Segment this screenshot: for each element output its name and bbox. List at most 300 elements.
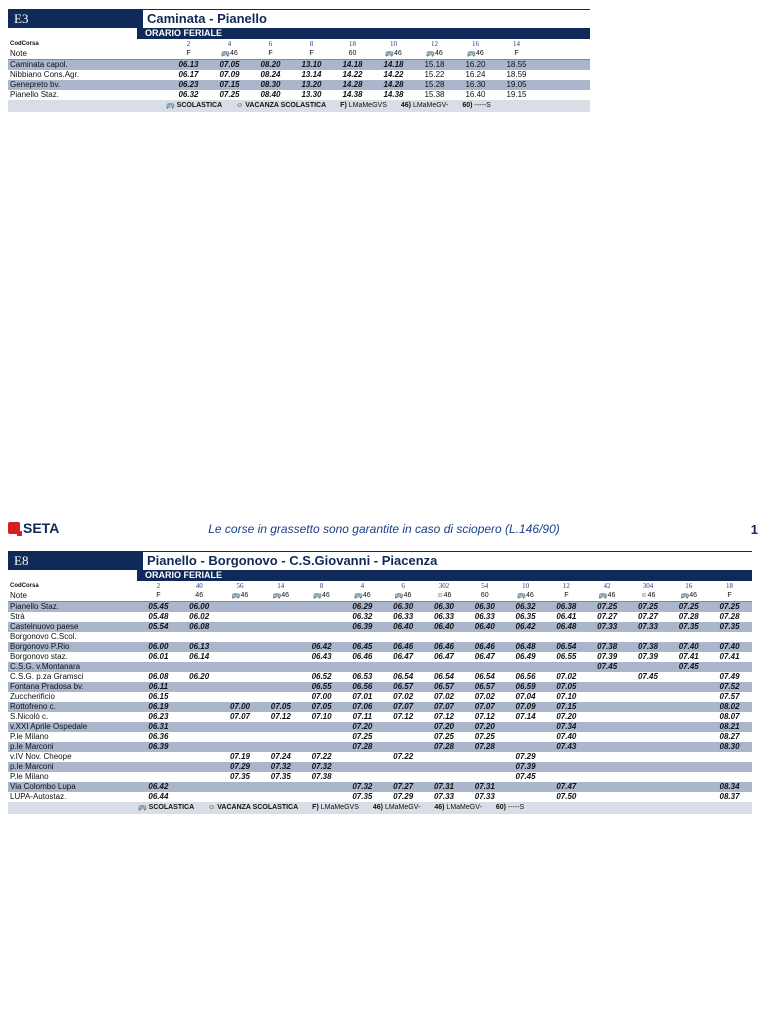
departure-time: 07.24 bbox=[270, 752, 291, 761]
spacer-cell bbox=[537, 39, 590, 49]
departure-time bbox=[464, 772, 505, 782]
departure-time bbox=[220, 602, 261, 613]
timetable-grid bbox=[8, 39, 590, 100]
run-code: 10 bbox=[390, 40, 397, 48]
departure-time: 07.45 bbox=[587, 662, 628, 672]
stop-row bbox=[8, 772, 752, 782]
stop-name: Zuccherificio bbox=[10, 692, 55, 701]
departure-time bbox=[383, 732, 424, 742]
spacer-cell bbox=[750, 752, 752, 762]
departure-time bbox=[342, 752, 383, 762]
departure-time: 07.28 bbox=[464, 742, 505, 752]
departure-time: 08.21 bbox=[709, 722, 750, 732]
departure-time: 07.35 bbox=[270, 772, 291, 781]
legend-item bbox=[462, 102, 490, 109]
departure-time bbox=[260, 782, 301, 792]
departure-time bbox=[668, 782, 709, 792]
departure-time: 07.34 bbox=[546, 722, 587, 732]
departure-time: 06.54 bbox=[393, 672, 414, 681]
departure-time: 06.59 bbox=[505, 682, 546, 692]
departure-time bbox=[628, 702, 669, 712]
line-code: E3 bbox=[8, 10, 143, 28]
departure-time: 07.15 bbox=[209, 80, 250, 90]
departure-time: 07.32 bbox=[301, 762, 342, 772]
departure-time: 07.41 bbox=[719, 652, 740, 661]
departure-time: 07.09 bbox=[505, 702, 546, 712]
departure-time: 07.02 bbox=[556, 672, 577, 681]
run-code: 56 bbox=[236, 582, 244, 590]
run-note: 🚌46 bbox=[455, 49, 496, 60]
legend-symbol: 46) bbox=[434, 804, 445, 811]
departure-time: 14.18 bbox=[373, 60, 414, 71]
departure-time bbox=[301, 622, 342, 632]
departure-time bbox=[628, 772, 669, 782]
run-code: 12 bbox=[562, 582, 570, 590]
spacer-cell bbox=[750, 632, 752, 642]
departure-time: 06.13 bbox=[179, 642, 220, 652]
departure-time bbox=[260, 612, 301, 622]
timetable-grid bbox=[8, 581, 752, 802]
departure-time: 07.12 bbox=[433, 712, 454, 721]
schedule-type: ORARIO FERIALE bbox=[137, 28, 590, 39]
run-note: 🚌46 bbox=[301, 591, 342, 602]
spacer-cell bbox=[537, 90, 590, 100]
departure-time: 06.35 bbox=[515, 612, 536, 621]
departure-time: 06.56 bbox=[342, 682, 383, 692]
legend-text: -----S bbox=[474, 102, 491, 109]
departure-time bbox=[628, 762, 669, 772]
departure-time: 06.44 bbox=[148, 792, 169, 801]
run-code-row bbox=[8, 39, 590, 49]
stop-name: Genepreto bv. bbox=[8, 80, 168, 90]
departure-time bbox=[668, 692, 709, 702]
departure-time: 07.27 bbox=[637, 612, 658, 621]
departure-time bbox=[546, 662, 587, 672]
legend-symbol: F) bbox=[340, 102, 347, 109]
departure-time bbox=[587, 752, 628, 762]
departure-time bbox=[424, 632, 465, 642]
run-note: F bbox=[546, 591, 587, 602]
run-note: F bbox=[291, 49, 332, 60]
departure-time bbox=[383, 722, 424, 732]
line-title: Pianello - Borgonovo - C.S.Giovanni - Piacenza bbox=[147, 553, 438, 568]
run-code: 304 bbox=[642, 582, 654, 590]
departure-time: 06.15 bbox=[148, 692, 169, 701]
timetable-e8 bbox=[8, 551, 752, 814]
departure-time bbox=[628, 662, 669, 672]
stop-row bbox=[8, 712, 752, 722]
departure-time bbox=[301, 722, 342, 732]
departure-time: 06.32 bbox=[505, 602, 546, 613]
departure-time: 14.38 bbox=[383, 90, 404, 99]
departure-time bbox=[546, 762, 587, 772]
departure-time: 07.20 bbox=[424, 722, 465, 732]
departure-time bbox=[342, 762, 383, 772]
departure-time: 06.46 bbox=[464, 642, 505, 652]
stop-row bbox=[8, 762, 752, 772]
departure-time bbox=[179, 662, 220, 672]
stop-name: P.le Milano bbox=[10, 772, 49, 781]
departure-time bbox=[220, 672, 261, 682]
departure-time: 14.18 bbox=[332, 60, 373, 71]
spacer-cell bbox=[750, 692, 752, 702]
departure-time: 08.30 bbox=[250, 80, 291, 90]
departure-time bbox=[709, 772, 750, 782]
departure-time: 06.38 bbox=[546, 602, 587, 613]
run-code: 12 bbox=[431, 40, 438, 48]
note-label: Note bbox=[8, 591, 138, 602]
departure-time bbox=[260, 732, 301, 742]
stop-row bbox=[8, 692, 752, 702]
departure-time: 06.54 bbox=[433, 672, 454, 681]
spacer-cell bbox=[750, 772, 752, 782]
spacer-cell bbox=[750, 652, 752, 662]
departure-time bbox=[587, 722, 628, 732]
run-code: 8 bbox=[309, 40, 314, 48]
departure-time bbox=[464, 662, 505, 672]
departure-time bbox=[628, 792, 669, 802]
run-code: 10 bbox=[522, 582, 530, 590]
departure-time: 06.23 bbox=[168, 80, 209, 90]
departure-time: 06.54 bbox=[474, 672, 495, 681]
run-code: 2 bbox=[186, 40, 191, 48]
departure-time bbox=[505, 792, 546, 802]
note-row bbox=[8, 49, 590, 60]
departure-time: 07.14 bbox=[515, 712, 536, 721]
departure-time: 07.05 bbox=[209, 60, 250, 71]
departure-time bbox=[628, 722, 669, 732]
legend-text: LMaMeGV- bbox=[412, 102, 449, 109]
departure-time bbox=[587, 712, 628, 722]
departure-time: 06.14 bbox=[189, 652, 210, 661]
legend-item bbox=[312, 804, 359, 811]
departure-time bbox=[220, 622, 261, 632]
departure-time: 07.35 bbox=[352, 792, 373, 801]
stop-name: Strà bbox=[10, 612, 25, 621]
legend-item bbox=[373, 804, 420, 811]
departure-time: 13.30 bbox=[301, 90, 322, 99]
departure-time: 07.25 bbox=[668, 602, 709, 613]
departure-time: 07.04 bbox=[515, 692, 536, 701]
departure-time bbox=[301, 732, 342, 742]
departure-time: 07.25 bbox=[628, 602, 669, 613]
departure-time bbox=[424, 762, 465, 772]
departure-time: 07.12 bbox=[270, 712, 291, 721]
departure-time bbox=[260, 672, 301, 682]
departure-time: 07.20 bbox=[556, 712, 577, 721]
run-code: 18 bbox=[726, 582, 734, 590]
departure-time bbox=[424, 772, 465, 782]
departure-time bbox=[546, 632, 587, 642]
departure-time: 06.11 bbox=[138, 682, 179, 692]
stop-row bbox=[8, 752, 752, 762]
departure-time bbox=[301, 632, 342, 642]
legend-text: VACANZA SCOLASTICA bbox=[217, 804, 299, 811]
departure-time bbox=[668, 702, 709, 712]
departure-time: 07.09 bbox=[219, 70, 240, 79]
departure-time bbox=[668, 712, 709, 722]
departure-time: 07.15 bbox=[546, 702, 587, 712]
timetable-e3 bbox=[8, 9, 590, 112]
run-note: ☺46 bbox=[628, 591, 669, 602]
departure-time: 14.22 bbox=[342, 70, 363, 79]
departure-time: 07.39 bbox=[597, 652, 618, 661]
departure-time: 07.12 bbox=[474, 712, 495, 721]
departure-time: 06.33 bbox=[433, 612, 454, 621]
departure-time: 06.01 bbox=[148, 652, 169, 661]
departure-time bbox=[587, 672, 628, 682]
codcorsa-label: CodCorsa bbox=[10, 583, 39, 589]
departure-time bbox=[546, 752, 587, 762]
legend-symbol: 60) bbox=[462, 102, 473, 109]
departure-time: 14.28 bbox=[373, 80, 414, 90]
run-note: 🚌46 bbox=[342, 591, 383, 602]
legend-text: LMaMeGV- bbox=[384, 804, 421, 811]
legend-text: LMaMeGVS bbox=[320, 804, 359, 811]
stop-name: Nibbiano Cons.Agr. bbox=[10, 70, 79, 79]
departure-time: 07.35 bbox=[229, 772, 250, 781]
departure-time bbox=[179, 732, 220, 742]
departure-time bbox=[301, 662, 342, 672]
departure-time bbox=[179, 722, 220, 732]
departure-time: 07.05 bbox=[260, 702, 301, 712]
departure-time bbox=[383, 762, 424, 772]
departure-time bbox=[383, 662, 424, 672]
run-code: 4 bbox=[360, 582, 365, 590]
departure-time: 07.02 bbox=[393, 692, 414, 701]
departure-time bbox=[301, 742, 342, 752]
departure-time bbox=[138, 772, 179, 782]
departure-time bbox=[628, 632, 669, 642]
departure-time: 08.02 bbox=[709, 702, 750, 712]
departure-time: 08.07 bbox=[719, 712, 740, 721]
departure-time bbox=[179, 632, 220, 642]
departure-time bbox=[587, 702, 628, 712]
run-note: F bbox=[138, 591, 179, 602]
departure-time: 13.10 bbox=[291, 60, 332, 71]
run-code: 302 bbox=[438, 582, 450, 590]
departure-time bbox=[505, 722, 546, 732]
departure-time: 06.33 bbox=[474, 612, 495, 621]
departure-time bbox=[179, 742, 220, 752]
departure-time: 07.33 bbox=[474, 792, 495, 801]
departure-time bbox=[668, 672, 709, 682]
departure-time: 06.47 bbox=[474, 652, 495, 661]
departure-time bbox=[179, 782, 220, 792]
departure-time: 07.02 bbox=[474, 692, 495, 701]
spacer-cell bbox=[750, 712, 752, 722]
departure-time: 08.34 bbox=[709, 782, 750, 792]
departure-time bbox=[587, 692, 628, 702]
departure-time bbox=[220, 742, 261, 752]
departure-time bbox=[342, 632, 383, 642]
departure-time: 06.47 bbox=[433, 652, 454, 661]
departure-time bbox=[587, 732, 628, 742]
departure-time bbox=[668, 772, 709, 782]
legend-text: VACANZA SCOLASTICA bbox=[245, 102, 327, 109]
stop-row bbox=[8, 90, 590, 100]
spacer-cell bbox=[750, 702, 752, 712]
departure-time: 07.49 bbox=[719, 672, 740, 681]
legend-text: LMaMeGV- bbox=[446, 804, 482, 811]
departure-time: 07.28 bbox=[678, 612, 699, 621]
run-code: 16 bbox=[685, 582, 693, 590]
departure-time bbox=[628, 712, 669, 722]
stop-row bbox=[8, 80, 590, 90]
stop-name: C.S.G. v.Montanara bbox=[8, 662, 138, 672]
departure-time: 06.40 bbox=[464, 622, 505, 632]
run-code: 40 bbox=[195, 582, 203, 590]
run-note: 🚌46 bbox=[587, 591, 628, 602]
run-note: 60 bbox=[464, 591, 505, 602]
spacer-cell bbox=[750, 602, 752, 613]
departure-time bbox=[260, 652, 301, 662]
departure-time: 07.22 bbox=[393, 752, 414, 761]
departure-time: 07.06 bbox=[342, 702, 383, 712]
departure-time bbox=[709, 752, 750, 762]
departure-time: 07.25 bbox=[219, 90, 240, 99]
departure-time: 06.30 bbox=[383, 602, 424, 613]
run-note: 🚌46 bbox=[505, 591, 546, 602]
departure-time bbox=[260, 682, 301, 692]
run-code: 4 bbox=[227, 40, 232, 48]
departure-time: 07.10 bbox=[556, 692, 577, 701]
departure-time: 06.39 bbox=[138, 742, 179, 752]
departure-time: 06.43 bbox=[311, 652, 332, 661]
departure-time bbox=[587, 742, 628, 752]
departure-time bbox=[424, 662, 465, 672]
departure-time: 07.47 bbox=[546, 782, 587, 792]
legend-item bbox=[208, 804, 298, 811]
spacer-cell bbox=[750, 782, 752, 792]
stop-name: S.Nicolò c. bbox=[10, 712, 49, 721]
departure-time bbox=[587, 632, 628, 642]
codcorsa-label: CodCorsa bbox=[10, 41, 39, 47]
departure-time: 06.55 bbox=[556, 652, 577, 661]
departure-time: 07.07 bbox=[229, 712, 250, 721]
departure-time: 19.15 bbox=[506, 90, 527, 99]
legend-item bbox=[166, 102, 222, 109]
departure-time: 07.02 bbox=[433, 692, 454, 701]
legend-item bbox=[236, 102, 326, 109]
departure-time: 06.53 bbox=[352, 672, 373, 681]
departure-time bbox=[505, 742, 546, 752]
run-code: 14 bbox=[513, 40, 520, 48]
departure-time bbox=[383, 772, 424, 782]
departure-time bbox=[260, 632, 301, 642]
departure-time: 06.42 bbox=[301, 642, 342, 652]
departure-time bbox=[138, 752, 179, 762]
departure-time bbox=[709, 662, 750, 672]
departure-time: 08.40 bbox=[260, 90, 281, 99]
departure-time: 06.31 bbox=[138, 722, 179, 732]
legend-symbol: 46) bbox=[400, 102, 411, 109]
stop-row bbox=[8, 632, 752, 642]
departure-time: 07.32 bbox=[342, 782, 383, 792]
run-note: 🚌46 bbox=[373, 49, 414, 60]
departure-time: 06.19 bbox=[138, 702, 179, 712]
stop-name: v.XXI Aprile Ospedale bbox=[8, 722, 138, 732]
departure-time bbox=[220, 612, 261, 622]
legend-text: SCOLASTICA bbox=[148, 804, 195, 811]
departure-time: 07.32 bbox=[260, 762, 301, 772]
departure-time bbox=[464, 752, 505, 762]
spacer-cell bbox=[750, 792, 752, 802]
stop-row bbox=[8, 742, 752, 752]
departure-time bbox=[220, 652, 261, 662]
stop-name: Castelnuovo paese bbox=[8, 622, 138, 632]
departure-time: 07.35 bbox=[709, 622, 750, 632]
departure-time bbox=[220, 792, 261, 802]
departure-time: 06.02 bbox=[189, 612, 210, 621]
departure-time bbox=[383, 742, 424, 752]
stop-name: C.S.G. p.za Gramsci bbox=[10, 672, 84, 681]
spacer-cell bbox=[750, 662, 752, 672]
departure-time bbox=[709, 762, 750, 772]
departure-time: 16.40 bbox=[465, 90, 486, 99]
run-code: 6 bbox=[401, 582, 405, 590]
stop-name: Pianello Staz. bbox=[8, 602, 138, 613]
legend bbox=[8, 802, 752, 814]
departure-time: 07.12 bbox=[393, 712, 414, 721]
departure-time: 07.33 bbox=[628, 622, 669, 632]
run-note: 🚌46 bbox=[209, 49, 250, 60]
stop-name: Borgonovo C.Scol. bbox=[10, 632, 77, 641]
departure-time: 07.40 bbox=[556, 732, 577, 741]
departure-time: 07.01 bbox=[352, 692, 373, 701]
stop-name: Pianello Staz. bbox=[10, 90, 59, 99]
departure-time: 07.19 bbox=[229, 752, 250, 761]
departure-time bbox=[668, 752, 709, 762]
note-label: Note bbox=[8, 49, 168, 60]
run-code: 18 bbox=[349, 40, 356, 48]
run-note: 🚌46 bbox=[220, 591, 261, 602]
departure-time bbox=[628, 732, 669, 742]
stop-row bbox=[8, 602, 752, 613]
departure-time: 13.20 bbox=[291, 80, 332, 90]
page-number: 1 bbox=[750, 522, 758, 537]
stop-row bbox=[8, 722, 752, 732]
departure-time: 16.30 bbox=[455, 80, 496, 90]
run-code: 16 bbox=[472, 40, 479, 48]
departure-time: 06.49 bbox=[515, 652, 536, 661]
departure-time bbox=[179, 792, 220, 802]
departure-time: 07.20 bbox=[464, 722, 505, 732]
line-title: Caminata - Pianello bbox=[147, 11, 267, 26]
run-note: F bbox=[250, 49, 291, 60]
departure-time: 08.30 bbox=[709, 742, 750, 752]
departure-time: 07.25 bbox=[474, 732, 495, 741]
legend-symbol: ☺ bbox=[236, 102, 244, 109]
spacer-cell bbox=[750, 622, 752, 632]
stop-row bbox=[8, 702, 752, 712]
departure-time: 15.28 bbox=[414, 80, 455, 90]
departure-time: 07.41 bbox=[678, 652, 699, 661]
stop-name: Borgonovo staz. bbox=[10, 652, 68, 661]
departure-time: 06.00 bbox=[138, 642, 179, 652]
stop-row bbox=[8, 662, 752, 672]
run-code: 6 bbox=[268, 40, 273, 48]
departure-time: 16.20 bbox=[455, 60, 496, 71]
departure-time bbox=[260, 622, 301, 632]
run-note: 46 bbox=[179, 591, 220, 602]
departure-time bbox=[260, 662, 301, 672]
departure-time: 07.20 bbox=[342, 722, 383, 732]
departure-time: 07.38 bbox=[311, 772, 332, 781]
departure-time: 06.57 bbox=[424, 682, 465, 692]
departure-time: 07.05 bbox=[546, 682, 587, 692]
departure-time: 14.22 bbox=[383, 70, 404, 79]
